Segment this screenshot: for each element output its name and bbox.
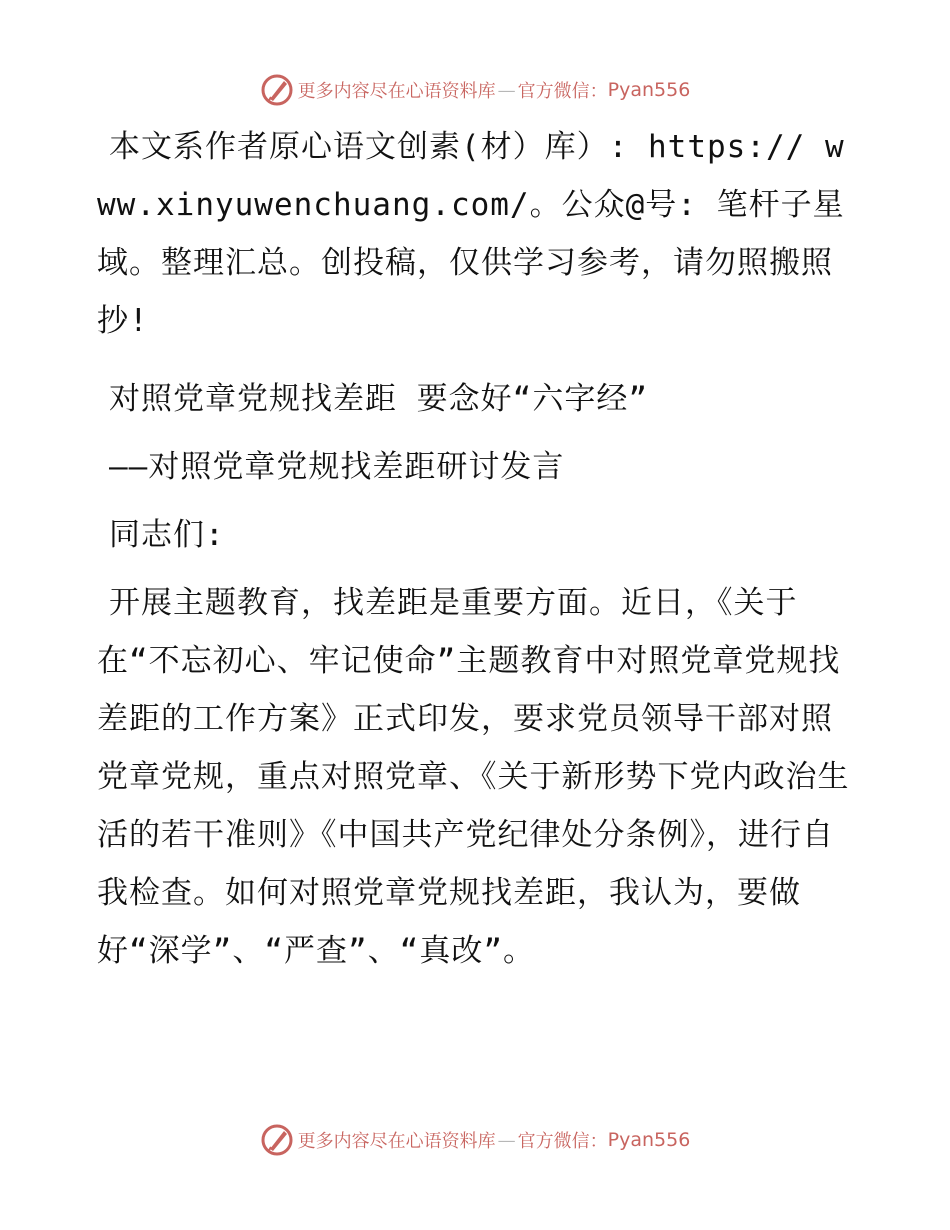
document-body bbox=[97, 118, 857, 980]
watermark-header bbox=[0, 70, 950, 110]
watermark-label: 官方微信： bbox=[517, 81, 608, 102]
body-paragraph: 开展主题教育，找差距是重要方面。近日，《关于在“不忘初心、牢记使命”主题教育中对照党章党规找差距的工作方案》正式印发，要求党员领导干部对照党章党规，重点对照党章、《关于新形势下党内政治生活的若干准则》《中国共产党纪律处分条例》，进行自我检查。如何对照党章党规找差距，我认为，要做好“深学”、“严查”、“真改”。 bbox=[97, 585, 850, 969]
watermark-separator: — bbox=[497, 79, 516, 101]
watermark-label: 官方微信： bbox=[517, 1131, 608, 1152]
watermark-wechat-id: Pyan556 bbox=[607, 1129, 691, 1151]
watermark-wechat-id: Pyan556 bbox=[607, 79, 691, 101]
quill-logo-icon bbox=[260, 1123, 294, 1157]
watermark-text: 更多内容尽在心语资料库 bbox=[297, 81, 496, 102]
salutation: 同志们: bbox=[109, 517, 225, 553]
intro-paragraph: 本文系作者原心语文创素(材）库）: https:// www.xinyuwenchuang.com/。公众@号: 笔杆子星域。整理汇总。创投稿，仅供学习参考，请勿照搬照抄! bbox=[97, 129, 845, 339]
watermark-text: 更多内容尽在心语资料库 bbox=[297, 1131, 496, 1152]
watermark-separator: — bbox=[497, 1129, 516, 1151]
document-subtitle: ——对照党章党规找差距研讨发言 bbox=[109, 449, 565, 485]
quill-logo-icon bbox=[260, 73, 294, 107]
watermark-footer bbox=[0, 1120, 950, 1160]
document-title: 对照党章党规找差距 要念好“六字经” bbox=[109, 381, 648, 417]
